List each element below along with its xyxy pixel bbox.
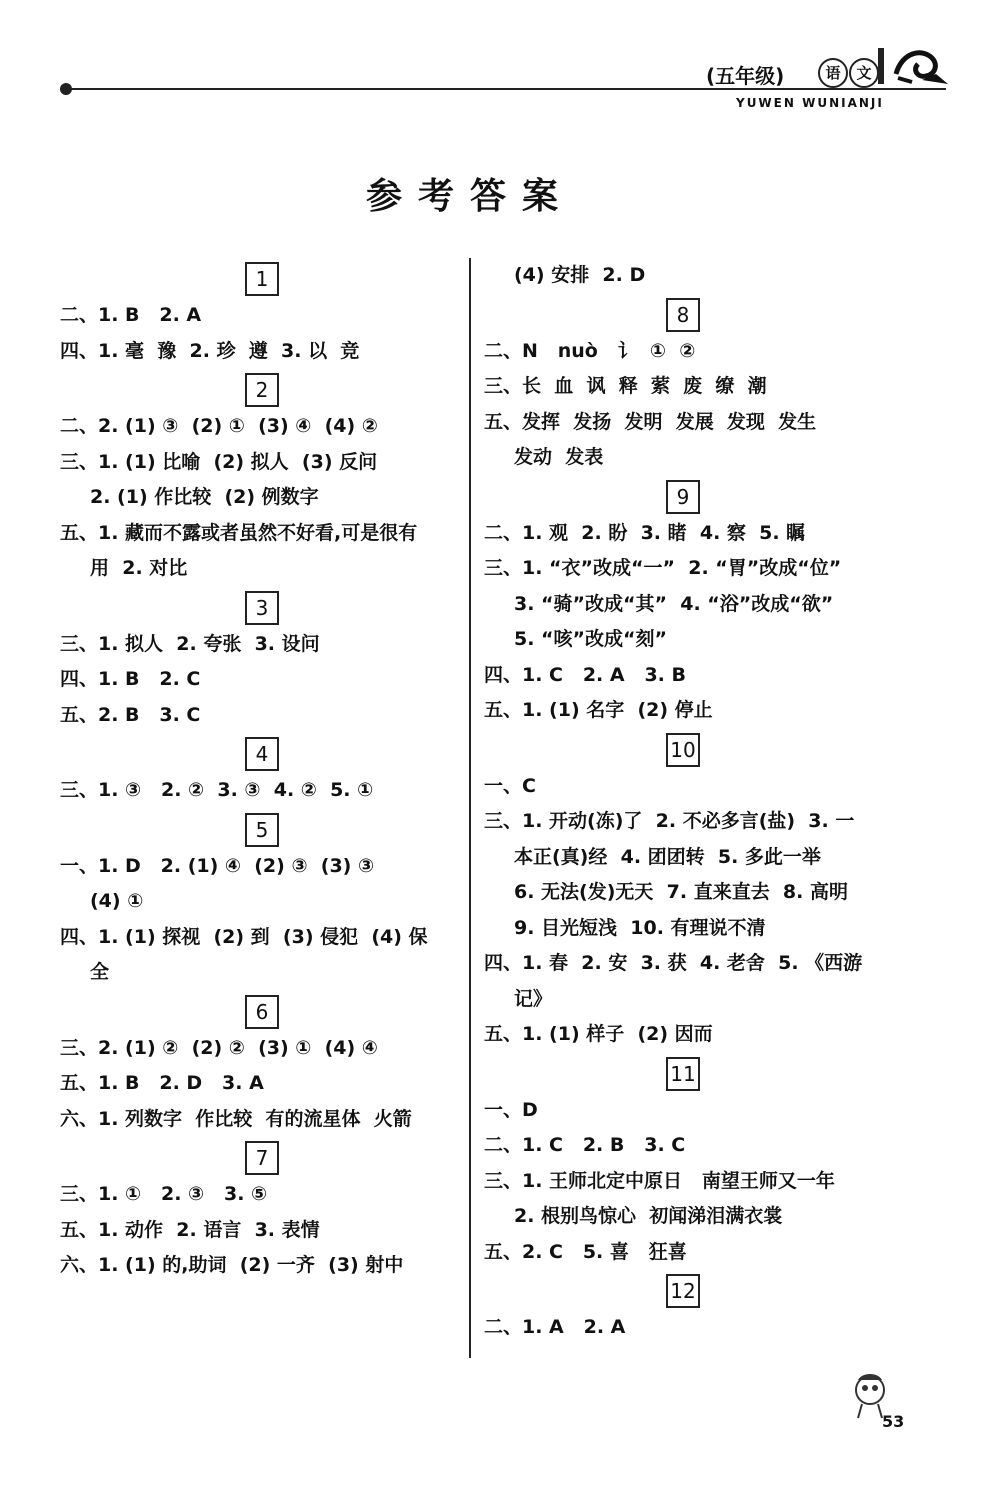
header-rule: [66, 88, 946, 90]
answer-line: 三、1. “衣”改成“一” 2. “胃”改成“位”: [484, 557, 842, 579]
header-logo-icon: [892, 44, 952, 92]
answer-line: 一、1. D 2. (1) ④ (2) ③ (3) ③: [60, 854, 375, 877]
answer-line: 3. “骑”改成“其” 4. “浴”改成“欲”: [514, 592, 834, 615]
answer-line: 二、1. C 2. B 3. C: [484, 1134, 686, 1156]
subject-char-wen: 文: [849, 58, 879, 88]
answer-column-right: [484, 258, 904, 1346]
section-number-box: 2: [245, 373, 279, 407]
section-number-box: 1: [245, 262, 279, 296]
answer-line: 2. (1) 作比较 (2) 例数字: [90, 486, 319, 508]
subject-char-yu: 语: [818, 58, 848, 88]
section-number-box: 10: [666, 733, 700, 767]
answer-line: 四、1. 春 2. 安 3. 获 4. 老舍 5. 《西游: [484, 952, 863, 974]
answer-line: 6. 无法(发)无天 7. 直来直去 8. 高明: [514, 881, 848, 903]
page-title: 参考答案: [365, 176, 574, 217]
section-number-box: 8: [666, 298, 700, 332]
answer-line: 三、1. 开动(冻)了 2. 不必多言(盐) 3. 一: [484, 810, 855, 832]
section-marker: [60, 258, 460, 298]
answer-line: 2. 根别鸟惊心 初闻涕泪满衣裳: [514, 1205, 783, 1227]
answer-line: 五、2. C 5. 喜 狂喜: [484, 1240, 687, 1263]
answer-line: 本正(真)经 4. 团团转 5. 多此一举: [514, 845, 821, 868]
answer-line: 发动 发表: [514, 446, 604, 468]
section-number-box: 12: [666, 1274, 700, 1308]
answer-line: 三、1. 王师北定中原日 南望王师又一年: [484, 1169, 835, 1192]
section-number-box: 4: [245, 737, 279, 771]
section-number-box: 5: [245, 813, 279, 847]
answer-line: 记》: [514, 987, 553, 1010]
answer-line: 五、1. (1) 名字 (2) 停止: [484, 699, 713, 721]
answer-line: 二、1. 观 2. 盼 3. 睹 4. 察 5. 瞩: [484, 521, 806, 544]
answer-line: 五、1. 藏而不露或者虽然不好看,可是很有: [60, 521, 418, 544]
section-marker: [60, 587, 460, 627]
section-number-box: 9: [666, 480, 700, 514]
answer-line: 一、C: [484, 774, 536, 797]
header-grade: (五年级): [706, 64, 785, 88]
answer-line: 三、1. ① 2. ③ 3. ⑤: [60, 1183, 268, 1205]
answer-line: 五、2. B 3. C: [60, 703, 201, 726]
answer-line: (4) ①: [90, 890, 144, 912]
page-number: 53: [882, 1412, 905, 1431]
answer-line: 二、N nuò 讠 ① ②: [484, 339, 696, 362]
section-marker: [60, 809, 460, 849]
answer-line: 四、1. 毫 豫 2. 珍 遵 3. 以 竞: [60, 339, 360, 362]
section-marker: [484, 729, 904, 769]
answer-line: 三、1. 拟人 2. 夸张 3. 设问: [60, 632, 320, 655]
column-divider: [469, 258, 471, 1358]
answer-line: 用 2. 对比: [90, 557, 188, 579]
answer-line: 四、1. (1) 探视 (2) 到 (3) 侵犯 (4) 保: [60, 925, 428, 948]
answer-line: 三、2. (1) ② (2) ② (3) ① (4) ④: [60, 1036, 378, 1059]
header-subject: [818, 58, 880, 88]
answer-line: 四、1. C 2. A 3. B: [484, 663, 686, 686]
section-number-box: 7: [245, 1141, 279, 1175]
answer-line: 五、1. (1) 样子 (2) 因而: [484, 1023, 713, 1045]
section-marker: [484, 1270, 904, 1310]
answer-line: 五、发挥 发扬 发明 发展 发现 发生: [484, 410, 817, 433]
answer-line: 9. 目光短浅 10. 有理说不清: [514, 916, 766, 939]
answer-line: 五、1. 动作 2. 语言 3. 表情: [60, 1218, 320, 1241]
section-marker: [60, 733, 460, 773]
section-marker: [484, 476, 904, 516]
section-marker: [60, 991, 460, 1031]
header-pinyin: YUWEN WUNIANJI: [736, 96, 884, 110]
answer-column-left: [60, 258, 460, 1284]
section-marker: [484, 1053, 904, 1093]
answer-line: 5. “咳”改成“刻”: [514, 628, 668, 650]
answer-line: 一、D: [484, 1098, 538, 1121]
answer-line: 二、2. (1) ③ (2) ① (3) ④ (4) ②: [60, 415, 378, 437]
answer-line: 五、1. B 2. D 3. A: [60, 1072, 264, 1094]
answer-line: 二、1. B 2. A: [60, 304, 202, 326]
section-number-box: 3: [245, 591, 279, 625]
section-marker: [60, 369, 460, 409]
answer-line: 六、1. 列数字 作比较 有的流星体 火箭: [60, 1107, 412, 1130]
section-number-box: 6: [245, 995, 279, 1029]
section-number-box: 11: [666, 1057, 700, 1091]
section-marker: [484, 294, 904, 334]
answer-line: 全: [90, 961, 110, 983]
answer-line: 三、1. (1) 比喻 (2) 拟人 (3) 反问: [60, 450, 378, 473]
answer-line: (4) 安排 2. D: [514, 264, 646, 286]
answer-line: 四、1. B 2. C: [60, 668, 201, 690]
answer-line: 二、1. A 2. A: [484, 1316, 626, 1338]
answer-line: 三、长 血 讽 释 萦 废 缭 潮: [484, 375, 767, 397]
header-bar: [878, 48, 884, 84]
answer-line: 六、1. (1) 的,助词 (2) 一齐 (3) 射中: [60, 1254, 404, 1276]
answer-line: 三、1. ③ 2. ② 3. ③ 4. ② 5. ①: [60, 779, 374, 801]
section-marker: [60, 1137, 460, 1177]
